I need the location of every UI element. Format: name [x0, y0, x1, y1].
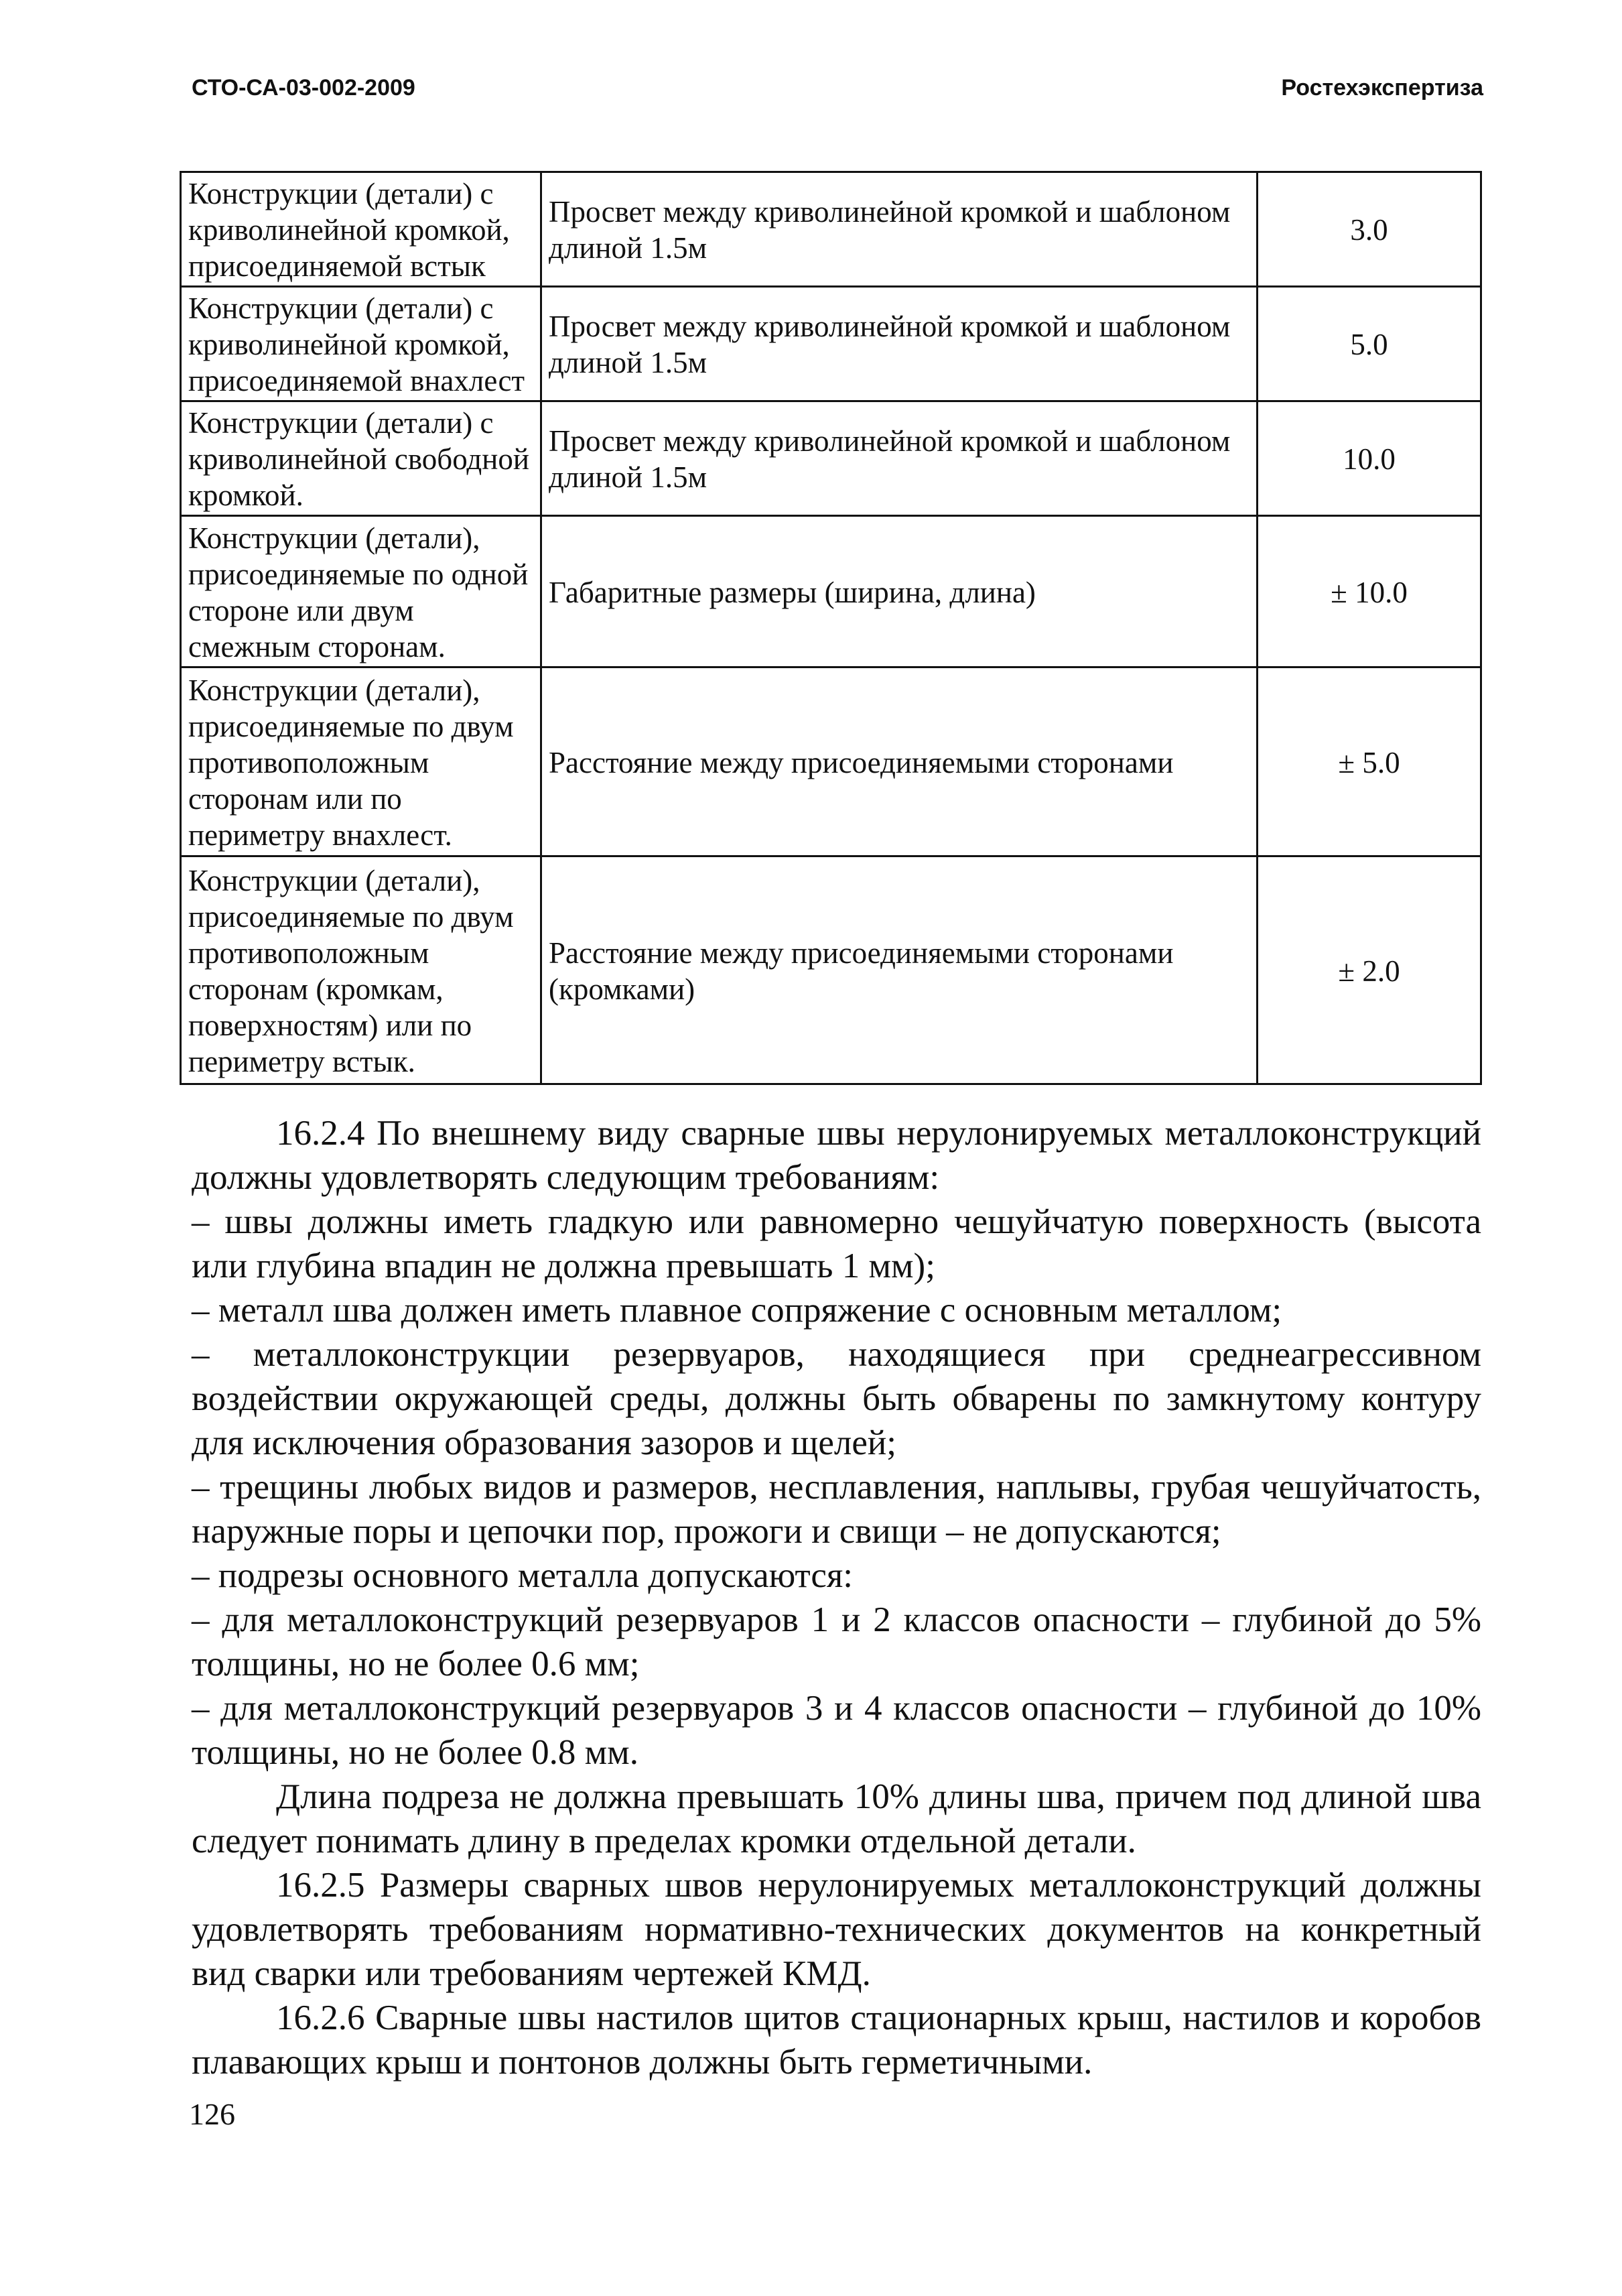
tolerance-table [180, 171, 1482, 1085]
parameter-cell: Просвет между криволинейной кромкой и шаблоном длиной 1.5м [541, 401, 1258, 516]
list-item: – трещины любых видов и размеров, несплавления, наплывы, грубая чешуйчатость, наружные поры и цепочки пор, прожоги и свищи – не допускаются; [192, 1468, 1481, 1551]
table-row [181, 856, 1481, 1084]
structure-cell: Конструкции (детали) с криволинейной кромкой, присоединяемой внахлест [181, 287, 541, 401]
structure-cell: Конструкции (детали), присоединяемые по двум противоположным сторонам (кромкам, поверхностям) или по периметру встык. [181, 856, 541, 1084]
table-row [181, 287, 1481, 401]
paragraph: 16.2.6 Сварные швы настилов щитов стационарных крыш, настилов и коробов плавающих крыш и понтонов должны быть герметичными. [192, 1998, 1481, 2082]
table-row [181, 401, 1481, 516]
list-item: – для металлоконструкций резервуаров 1 и 2 классов опасности – глубиной до 5% толщины, но не более 0.6 мм; [192, 1600, 1481, 1683]
document-code: СТО-СА-03-002-2009 [192, 75, 415, 101]
table-row [181, 172, 1481, 287]
list-item: – подрезы основного металла допускаются: [192, 1556, 853, 1595]
list-item: – металлоконструкции резервуаров, находящиеся при среднеагрессивном воздействии окружающей среды, должны быть обварены по замкнутому контуру для исключения образования зазоров и щелей; [192, 1335, 1481, 1462]
table-row [181, 667, 1481, 856]
structure-cell: Конструкции (детали), присоединяемые по одной стороне или двум смежным сторонам. [181, 516, 541, 667]
parameter-cell: Просвет между криволинейной кромкой и шаблоном длиной 1.5м [541, 172, 1258, 287]
tolerance-cell: ± 2.0 [1258, 856, 1481, 1084]
organization-name: Ростехэкспертиза [1281, 75, 1483, 101]
tolerance-cell: 3.0 [1258, 172, 1481, 287]
page-header [192, 75, 1483, 109]
list-item: – швы должны иметь гладкую или равномерно чешуйчатую поверхность (высота или глубина впадин не должна превышать 1 мм); [192, 1202, 1481, 1285]
tolerance-cell: ± 5.0 [1258, 667, 1481, 856]
structure-cell: Конструкции (детали) с криволинейной кромкой, присоединяемой встык [181, 172, 541, 287]
structure-cell: Конструкции (детали) с криволинейной свободной кромкой. [181, 401, 541, 516]
body-text [192, 1111, 1481, 2084]
paragraph: Длина подреза не должна превышать 10% длины шва, причем под длиной шва следует понимать длину в пределах кромки отдельной детали. [192, 1777, 1481, 1860]
parameter-cell: Расстояние между присоединяемыми сторонами (кромками) [541, 856, 1258, 1084]
tolerance-cell: 5.0 [1258, 287, 1481, 401]
parameter-cell: Просвет между криволинейной кромкой и шаблоном длиной 1.5м [541, 287, 1258, 401]
list-item: – для металлоконструкций резервуаров 3 и 4 классов опасности – глубиной до 10% толщины, но не более 0.8 мм. [192, 1689, 1481, 1772]
paragraph: 16.2.5 Размеры сварных швов нерулонируемых металлоконструкций должны удовлетворять требованиям нормативно-технических документов на конкретный вид сварки или требованиям чертежей КМД. [192, 1866, 1481, 1993]
list-item: – металл шва должен иметь плавное сопряжение с основным металлом; [192, 1291, 1282, 1330]
table-row [181, 516, 1481, 667]
page-number: 126 [189, 2097, 235, 2131]
tolerance-cell: 10.0 [1258, 401, 1481, 516]
parameter-cell: Расстояние между присоединяемыми сторонами [541, 667, 1258, 856]
paragraph: 16.2.4 По внешнему виду сварные швы нерулонируемых металлоконструкций должны удовлетворять следующим требованиям: [192, 1114, 1481, 1197]
tolerance-cell: ± 10.0 [1258, 516, 1481, 667]
parameter-cell: Габаритные размеры (ширина, длина) [541, 516, 1258, 667]
structure-cell: Конструкции (детали), присоединяемые по двум противоположным сторонам или по периметру внахлест. [181, 667, 541, 856]
